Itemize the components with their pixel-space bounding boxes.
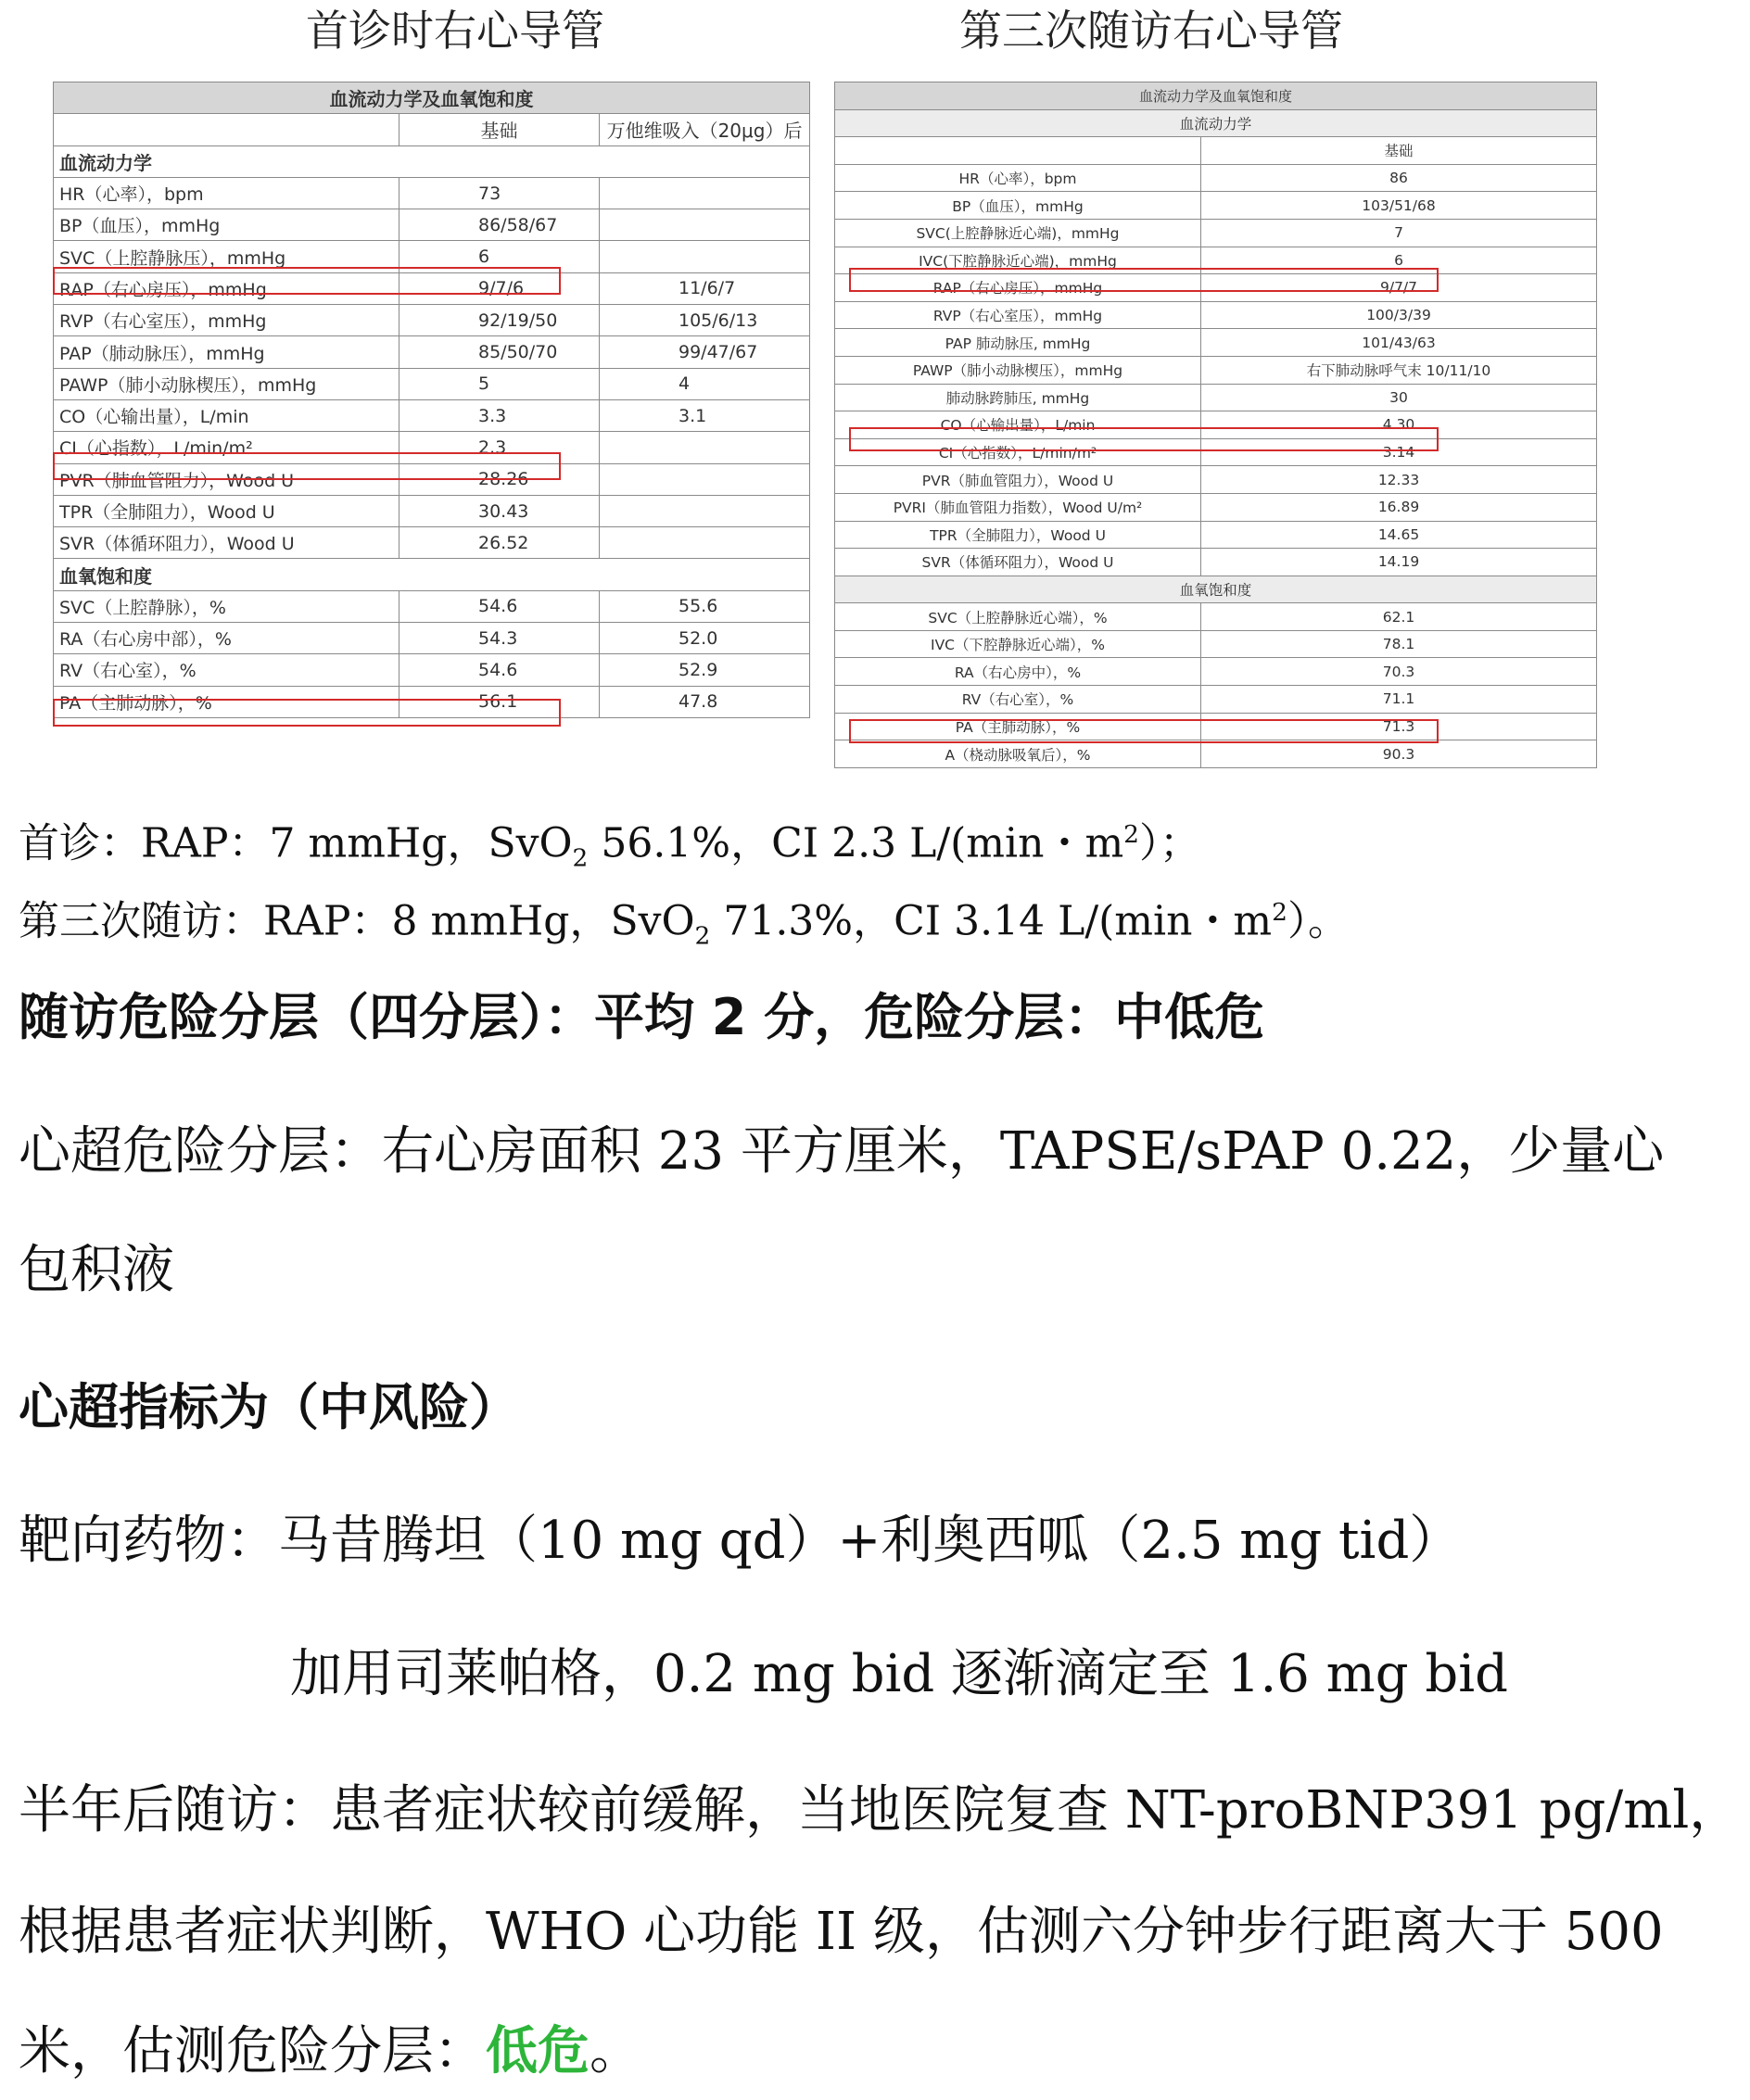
- first-visit-summary: 首诊：RAP：7 mmHg，SvO$_2$ 56.1%，CI 2.3 L/(min・$m^2$）；: [19, 819, 1200, 873]
- row-after-value: 3.1: [600, 399, 810, 431]
- section-row: [835, 576, 1597, 603]
- table-title: 血流动力学及血氧饱和度: [835, 82, 1597, 110]
- row-base-value: 90.3: [1201, 740, 1597, 768]
- table-row: [835, 658, 1597, 686]
- table-row: [54, 686, 810, 717]
- row-label: PAWP（肺小动脉楔压），mmHg: [54, 368, 399, 399]
- table-row: [835, 192, 1597, 220]
- row-label: TPR（全肺阻力），Wood U: [835, 521, 1201, 549]
- row-base-value: 30.43: [399, 495, 600, 526]
- row-base-value: 4.30: [1201, 411, 1597, 439]
- table-row: [835, 247, 1597, 274]
- row-label: RA（右心房中），%: [835, 658, 1201, 686]
- header-blank-cell: [54, 114, 399, 145]
- table-row: [835, 630, 1597, 658]
- table-row: [54, 590, 810, 622]
- table-row: [54, 463, 810, 495]
- row-label: BP（血压），mmHg: [54, 209, 399, 241]
- table-row: [54, 527, 810, 559]
- table-row: [835, 438, 1597, 466]
- row-label: PA（主肺动脉），%: [835, 713, 1201, 740]
- row-after-value: 55.6: [600, 590, 810, 622]
- row-after-value: [600, 527, 810, 559]
- row-base-value: 30: [1201, 384, 1597, 411]
- low-risk-label: 低危: [486, 2021, 590, 2081]
- third-visit-hemodynamics-table: [834, 82, 1597, 768]
- table-row: [835, 493, 1597, 521]
- row-label: RA（右心房中部），%: [54, 623, 399, 654]
- section-oxygen-saturation: 血氧饱和度: [54, 559, 810, 590]
- section-oxygen-saturation: 血氧饱和度: [835, 576, 1597, 603]
- table-row: [54, 368, 810, 399]
- row-after-value: [600, 177, 810, 209]
- table-header-row: [835, 137, 1597, 165]
- row-label: RVP（右心室压），mmHg: [54, 305, 399, 336]
- row-base-value: 3.3: [399, 399, 600, 431]
- row-label: RAP（右心房压），mmHg: [835, 274, 1201, 302]
- echo-indicator-heading: 心超指标为（中风险）: [19, 1378, 519, 1436]
- table-row: [54, 241, 810, 272]
- row-base-value: 6: [1201, 247, 1597, 274]
- row-label: SVR（体循环阻力），Wood U: [835, 549, 1201, 576]
- row-base-value: 100/3/39: [1201, 301, 1597, 329]
- row-label: SVR（体循环阻力），Wood U: [54, 527, 399, 559]
- row-base-value: 86/58/67: [399, 209, 600, 241]
- row-after-value: 47.8: [600, 686, 810, 717]
- row-label: CI（心指数），L/min/m²: [54, 432, 399, 463]
- row-label: PA（主肺动脉），%: [54, 686, 399, 717]
- table-row: [835, 603, 1597, 631]
- row-base-value: 14.65: [1201, 521, 1597, 549]
- row-base-value: 71.3: [1201, 713, 1597, 740]
- followup-line-1: 半年后随访：患者症状较前缓解，当地医院复查 NT-proBNP391 pg/ml，: [19, 1780, 1742, 1841]
- followup-line-2: 根据患者症状判断，WHO 心功能 II 级，估测六分钟步行距离大于 500: [19, 1902, 1664, 1962]
- row-after-value: [600, 241, 810, 272]
- row-base-value: 9/7/7: [1201, 274, 1597, 302]
- row-label: BP（血压），mmHg: [835, 192, 1201, 220]
- followup-line-3: 米，估测危险分层：低危。: [19, 2021, 641, 2081]
- header-blank-cell: [835, 137, 1201, 165]
- row-base-value: 26.52: [399, 527, 600, 559]
- table-row: [54, 399, 810, 431]
- third-visit-table-image: [834, 82, 1596, 768]
- table-title: 血流动力学及血氧饱和度: [54, 82, 810, 114]
- row-base-value: 16.89: [1201, 493, 1597, 521]
- row-after-value: 105/6/13: [600, 305, 810, 336]
- row-label: PAP 肺动脉压, mmHg: [835, 329, 1201, 357]
- row-label: PAWP（肺小动脉楔压），mmHg: [835, 356, 1201, 384]
- table-row: [835, 384, 1597, 411]
- row-after-value: 52.0: [600, 623, 810, 654]
- row-after-value: [600, 463, 810, 495]
- row-base-value: 54.3: [399, 623, 600, 654]
- row-label: A（桡动脉吸氧后），%: [835, 740, 1201, 768]
- row-label: RAP（右心房压），mmHg: [54, 272, 399, 304]
- row-label: RVP（右心室压），mmHg: [835, 301, 1201, 329]
- table-row: [54, 305, 810, 336]
- table-row: [835, 466, 1597, 494]
- row-label: CO（心输出量），L/min: [54, 399, 399, 431]
- row-label: SVC（上腔静脉），%: [54, 590, 399, 622]
- table-row: [54, 209, 810, 241]
- table-row: [835, 686, 1597, 714]
- row-label: IVC（下腔静脉近心端），%: [835, 630, 1201, 658]
- row-after-value: [600, 432, 810, 463]
- row-base-value: 54.6: [399, 590, 600, 622]
- row-base-value: 78.1: [1201, 630, 1597, 658]
- section-hemodynamics: 血流动力学: [54, 145, 810, 177]
- row-label: CI（心指数），L/min/m²: [835, 438, 1201, 466]
- section-row: [835, 109, 1597, 137]
- row-base-value: 3.14: [1201, 438, 1597, 466]
- section-hemodynamics: 血流动力学: [835, 109, 1597, 137]
- row-label: PVRI（肺血管阻力指数），Wood U/m²: [835, 493, 1201, 521]
- right-figure-title: 第三次随访右心导管: [959, 6, 1343, 56]
- row-after-value: 11/6/7: [600, 272, 810, 304]
- row-label: 肺动脉跨肺压, mmHg: [835, 384, 1201, 411]
- header-base: 基础: [1201, 137, 1597, 165]
- table-row: [835, 411, 1597, 439]
- row-base-value: 85/50/70: [399, 336, 600, 368]
- row-label: RV（右心室），%: [835, 686, 1201, 714]
- row-base-value: 54.6: [399, 654, 600, 686]
- row-base-value: 5: [399, 368, 600, 399]
- row-label: PAP（肺动脉压），mmHg: [54, 336, 399, 368]
- table-row: [835, 301, 1597, 329]
- row-base-value: 62.1: [1201, 603, 1597, 631]
- table-header-row: [54, 114, 810, 145]
- table-row: [54, 272, 810, 304]
- row-base-value: 101/43/63: [1201, 329, 1597, 357]
- table-row: [54, 495, 810, 526]
- row-base-value: 6: [399, 241, 600, 272]
- table-row: [835, 713, 1597, 740]
- row-base-value: 56.1: [399, 686, 600, 717]
- table-row: [54, 432, 810, 463]
- row-label: RV（右心室），%: [54, 654, 399, 686]
- header-base: 基础: [399, 114, 600, 145]
- table-row: [835, 740, 1597, 768]
- first-visit-hemodynamics-table: [53, 82, 810, 718]
- header-after: 万他维吸入（20μg）后: [600, 114, 810, 145]
- section-row: [54, 559, 810, 590]
- row-after-value: 52.9: [600, 654, 810, 686]
- row-after-value: 4: [600, 368, 810, 399]
- echo-risk-line-1: 心超危险分层：右心房面积 23 平方厘米，TAPSE/sPAP 0.22，少量心: [19, 1121, 1665, 1182]
- table-row: [54, 336, 810, 368]
- row-base-value: 92/19/50: [399, 305, 600, 336]
- row-after-value: 99/47/67: [600, 336, 810, 368]
- table-title-row: [835, 82, 1597, 110]
- table-row: [835, 356, 1597, 384]
- row-after-value: [600, 495, 810, 526]
- third-visit-summary: 第三次随访：RAP：8 mmHg，SvO$_2$ 71.3%，CI 3.14 L/(min・$m^2$）。: [19, 897, 1349, 951]
- row-base-value: 73: [399, 177, 600, 209]
- section-row: [54, 145, 810, 177]
- row-label: IVC(下腔静脉近心端)，mmHg: [835, 247, 1201, 274]
- row-label: CO（心输出量），L/min: [835, 411, 1201, 439]
- table-row: [835, 274, 1597, 302]
- row-label: SVC(上腔静脉近心端)，mmHg: [835, 219, 1201, 247]
- table-row: [835, 329, 1597, 357]
- table-row: [835, 219, 1597, 247]
- table-row: [54, 654, 810, 686]
- row-label: PVR（肺血管阻力），Wood U: [835, 466, 1201, 494]
- row-base-value: 右下肺动脉呼气末 10/11/10: [1201, 356, 1597, 384]
- row-base-value: 7: [1201, 219, 1597, 247]
- row-base-value: 71.1: [1201, 686, 1597, 714]
- row-base-value: 9/7/6: [399, 272, 600, 304]
- targeted-drug-line: 靶向药物：马昔腾坦（10 mg qd）+利奥西呱（2.5 mg tid）: [19, 1511, 1462, 1571]
- table-row: [54, 177, 810, 209]
- row-base-value: 2.3: [399, 432, 600, 463]
- table-row: [835, 164, 1597, 192]
- echo-risk-line-2: 包积液: [19, 1240, 174, 1300]
- table-title-row: [54, 82, 810, 114]
- table-row: [835, 549, 1597, 576]
- row-base-value: 14.19: [1201, 549, 1597, 576]
- row-label: SVC（上腔静脉压），mmHg: [54, 241, 399, 272]
- row-after-value: [600, 209, 810, 241]
- row-label: HR（心率），bpm: [835, 164, 1201, 192]
- first-visit-table-image: [53, 82, 809, 718]
- row-label: HR（心率），bpm: [54, 177, 399, 209]
- risk-stratification-heading: 随访危险分层（四分层）：平均 2 分，危险分层：中低危: [19, 988, 1265, 1046]
- left-figure-title: 首诊时右心导管: [306, 6, 604, 56]
- row-label: SVC（上腔静脉近心端），%: [835, 603, 1201, 631]
- table-row: [54, 623, 810, 654]
- row-base-value: 103/51/68: [1201, 192, 1597, 220]
- row-base-value: 12.33: [1201, 466, 1597, 494]
- row-label: TPR（全肺阻力），Wood U: [54, 495, 399, 526]
- row-base-value: 86: [1201, 164, 1597, 192]
- row-base-value: 28.26: [399, 463, 600, 495]
- row-label: PVR（肺血管阻力），Wood U: [54, 463, 399, 495]
- selexipag-line: 加用司莱帕格，0.2 mg bid 逐渐滴定至 1.6 mg bid: [290, 1644, 1509, 1704]
- table-row: [835, 521, 1597, 549]
- row-base-value: 70.3: [1201, 658, 1597, 686]
